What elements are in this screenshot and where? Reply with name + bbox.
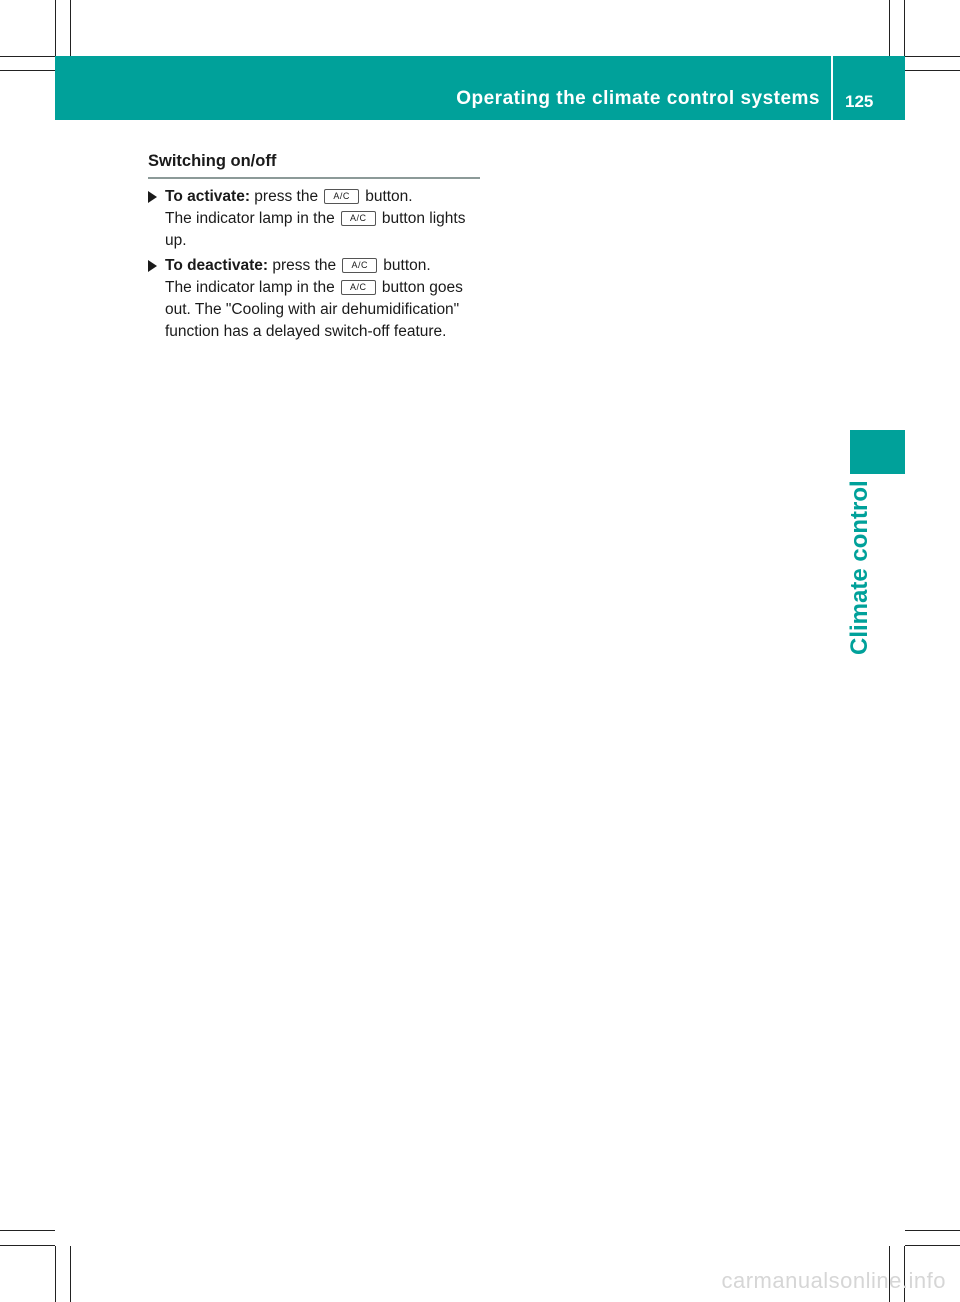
crop-mark (0, 1245, 55, 1246)
bullet-arrow-icon (148, 191, 157, 203)
watermark: carmanualsonline.info (721, 1268, 946, 1293)
ac-key-icon: A/C (324, 189, 359, 204)
item-text: button. (360, 188, 413, 205)
side-tab-label: Climate control (846, 480, 873, 655)
crop-mark (0, 1230, 55, 1231)
crop-mark (905, 70, 960, 71)
list-item-activate (148, 186, 483, 252)
section-rule (148, 177, 480, 179)
list-item-deactivate (148, 255, 483, 343)
crop-mark (55, 1246, 56, 1302)
item-label: To deactivate: (165, 257, 269, 274)
crop-mark (905, 56, 960, 57)
item-label: To activate: (165, 188, 250, 205)
item-result: The indicator lamp in the (165, 210, 340, 227)
crop-mark (0, 56, 55, 57)
crop-mark (905, 1230, 960, 1231)
ac-key-icon: A/C (341, 211, 376, 226)
item-result: button lights up. (165, 210, 466, 249)
item-text: press the (250, 188, 323, 205)
page-number: 125 (845, 92, 874, 111)
crop-mark (905, 1245, 960, 1246)
ac-key-icon: A/C (341, 280, 376, 295)
header-divider (831, 56, 833, 120)
crop-mark (70, 0, 71, 56)
crop-mark (70, 1246, 71, 1302)
section-title: Switching on/off (148, 152, 277, 170)
crop-mark (904, 0, 905, 56)
ac-key-icon: A/C (342, 258, 377, 273)
page-title: Operating the climate control systems (456, 88, 820, 109)
crop-mark (889, 0, 890, 56)
crop-mark (55, 0, 56, 56)
item-text: press the (268, 257, 341, 274)
item-text: button. (378, 257, 431, 274)
item-result: button goes out. The "Cooling with air dehumidification" function has a delayed switch-off feature. (165, 279, 463, 340)
bullet-arrow-icon (148, 260, 157, 272)
crop-mark (0, 70, 55, 71)
side-tab-block (850, 430, 905, 474)
item-result: The indicator lamp in the (165, 279, 340, 296)
